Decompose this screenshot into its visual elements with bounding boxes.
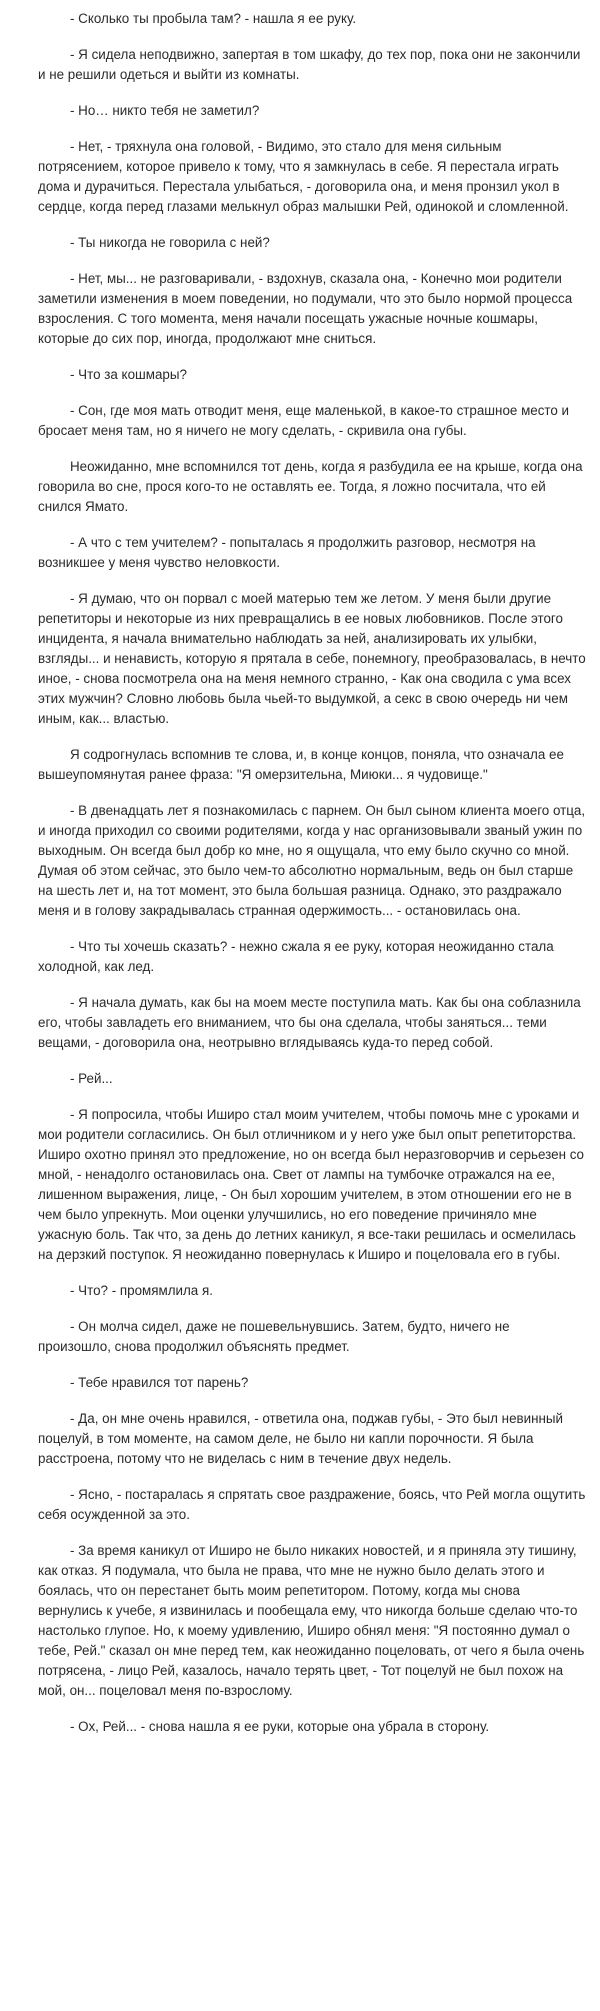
paragraph: - Ясно, - постаралась я спрятать свое раздражение, боясь, что Рей могла ощутить себя осужденной за это.	[38, 1487, 586, 1522]
paragraph: - Я начала думать, как бы на моем месте поступила мать. Как бы она соблазнила его, чтобы завладеть его вниманием, что бы она сделала, чтобы заняться... теми вещами, - договорила она, неотрывно вглядываясь куда-то перед собой.	[38, 995, 581, 1050]
paragraph: - Я думаю, что он порвал с моей матерью тем же летом. У меня были другие репетиторы и некоторые из них превращались в ее новых любовников. После этого инцидента, я начала внимательно наблюдать за ней, анализировать их улыбки, взгляды... и ненависть, которую я прятала в себе, понемногу, преобразовалась, в нечто иное, - снова посмотрела она на меня немного странно, - Как она сводила с ума всех этих мужчин? Словно любовь была чьей-то выдумкой, а секс в свою очередь ни чем иным, как... властью.	[38, 591, 586, 726]
paragraph: - Я попросила, чтобы Иширо стал моим учителем, чтобы помочь мне с уроками и мои родители согласились. Он был отличником и у него уже был опыт репетиторства. Иширо охотно принял это предложение, но он всегда был неразговорчив и серьезен со мной, - ненадолго остановилась она. Свет от лампы на тумбочке отражался на ее, лишенном выражения, лице, - Он был хорошим учителем, в этом отношении его не в чем было упрекнуть. Мои оценки улучшились, но его поведение причиняло мне ужасную боль. Так что, за день до летних каникул, я все-таки решилась и осмелилась на дерзкий поступок. Я неожиданно повернулась к Иширо и поцеловала его в губы.	[38, 1107, 584, 1262]
paragraph: - Ты никогда не говорила с ней?	[70, 235, 270, 250]
paragraph: - Да, он мне очень нравился, - ответила она, поджав губы, - Это был невинный поцелуй, в том моменте, на самом деле, не было ни капли порочности. Я была расстроена, потому что не виделась с ним в течение двух недель.	[38, 1411, 564, 1466]
paragraph: - Нет, мы... не разговаривали, - вздохнув, сказала она, - Конечно мои родители заметили изменения в моем поведении, но подумали, что это было нормой процесса взросления. С того момента, меня начали посещать ужасные ночные кошмары, которые до сих пор, иногда, продолжают мне сниться.	[38, 271, 573, 346]
paragraph: - Рей...	[70, 1071, 113, 1086]
paragraph: - А что с тем учителем? - попыталась я продолжить разговор, несмотря на возникшее у меня чувство неловкости.	[38, 535, 536, 570]
paragraph: - Нет, - тряхнула она головой, - Видимо, это стало для меня сильным потрясением, которое привело к тому, что я замкнулась в себе. Я перестала играть дома и дурачиться. Перестала улыбаться, - договорила она, и меня пронзил укол в сердце, когда перед глазами мелькнул образ малышки Рей, одинокой и сломленной.	[38, 139, 569, 214]
paragraph: - Ох, Рей... - снова нашла я ее руки, которые она убрала в сторону.	[70, 1719, 490, 1734]
paragraph: Неожиданно, мне вспомнился тот день, когда я разбудила ее на крыше, когда она говорила во сне, прося кого-то не оставлять ее. Тогда, я ложно посчитала, что ей снился Ямато.	[38, 459, 583, 514]
paragraph: - Что за кошмары?	[70, 367, 187, 382]
paragraph: - Сколько ты пробыла там? - нашла я ее руку.	[70, 11, 357, 26]
paragraph: - Но… никто тебя не заметил?	[70, 103, 260, 118]
paragraph: - Что ты хочешь сказать? - нежно сжала я ее руку, которая неожиданно стала холодной, как лед.	[38, 939, 554, 974]
paragraph: Я содрогнулась вспомнив те слова, и, в конце концов, поняла, что означала ее вышеупомянутая ранее фраза: "Я омерзительна, Миюки... я чудовище."	[38, 747, 564, 782]
paragraph: - За время каникул от Иширо не было никаких новостей, и я приняла эту тишину, как отказ. Я подумала, что была не права, что мне не нужно было делать этого и боялась, что он перестанет быть моим репетитором. Потому, когда мы снова вернулись к учебе, я извинилась и пообещала ему, что никогда больше сделаю что-то настолько глупое. Но, к моему удивлению, Иширо обнял меня: "Я постоянно думал о тебе, Рей." сказал он мне перед тем, как неожиданно поцеловать, от чего я была очень потрясена, - лицо Рей, казалось, начало терять цвет, - Тот поцелуй не был похож на мой, он... поцеловал меня по-взрослому.	[38, 1543, 585, 1698]
paragraph: - Он молча сидел, даже не пошевельнувшись. Затем, будто, ничего не произошло, снова продолжил объяснять предмет.	[38, 1319, 510, 1354]
paragraph: - Я сидела неподвижно, запертая в том шкафу, до тех пор, пока они не закончили и не решили одеться и выйти из комнаты.	[38, 47, 581, 82]
paragraph: - Что? - промямлила я.	[70, 1283, 213, 1298]
paragraph: - Сон, где моя мать отводит меня, еще маленькой, в какое-то страшное место и бросает меня там, но я ничего не могу сделать, - скривила она губы.	[38, 403, 570, 438]
paragraph: - В двенадцать лет я познакомилась с парнем. Он был сыном клиента моего отца, и иногда приходил со своими родителями, когда у нас организовывали званый ужин по выходным. Он всегда был добр ко мне, но я ощущала, что ему было скучно со мной. Думая об этом сейчас, это было чем-то абсолютно нормальным, ведь он был старше на шесть лет и, на тот момент, это была большая разница. Однако, это раздражало меня и в голову закрадывалась странная одержимость... - остановилась она.	[38, 803, 586, 918]
paragraph: - Тебе нравился тот парень?	[70, 1375, 249, 1390]
